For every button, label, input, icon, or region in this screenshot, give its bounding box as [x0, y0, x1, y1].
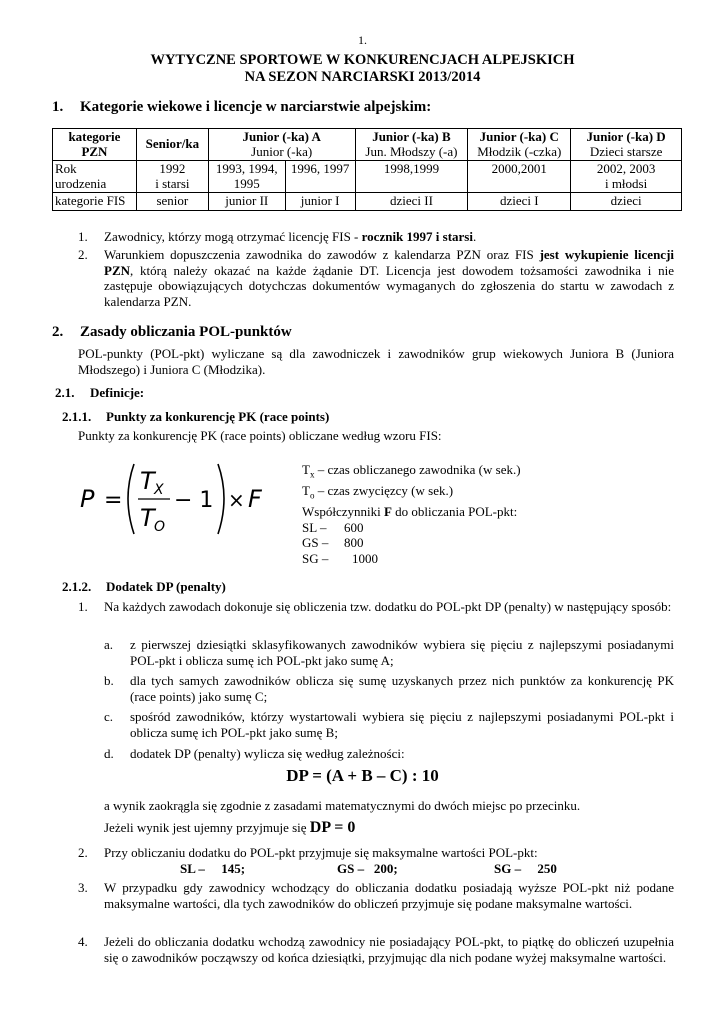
formula-to: T	[140, 504, 155, 532]
header-pzn-category: kategorie PZN	[53, 129, 137, 161]
negative-rule: Jeżeli wynik jest ujemny przyjmuje się DP = 0	[104, 819, 356, 836]
max-values-row	[180, 861, 580, 877]
cell-fis-junior-ii: junior II	[208, 193, 285, 211]
coefficient-sl: SL – 600	[302, 519, 364, 535]
right-paren	[218, 464, 224, 534]
header-junior-b: Junior (-ka) B Jun. Młodszy (-a)	[355, 129, 468, 161]
table-row-fis-category	[53, 193, 682, 211]
section-2-intro: POL-punkty (POL-pkt) wyliczane są dla zawodniczek i zawodników grup wiekowych Juniora B (Juniora Młodszego) i Juniora C (Młodzika).	[78, 346, 674, 377]
formula-f: F	[248, 485, 262, 513]
formula-times: ×	[228, 488, 245, 512]
cell-junior-d-year: 2002, 2003 i młodsi	[571, 161, 682, 193]
formula-to-sub: O	[154, 519, 166, 535]
legend-tx: $T_x$ – czas obliczanego zawodnika (w sek.)	[302, 462, 521, 480]
section-2-heading	[52, 323, 292, 341]
table-row-birth-year	[53, 161, 682, 193]
legend-coefficients: Współczynniki F do obliczania POL-pkt:	[302, 504, 518, 520]
list-item: 1. Na każdych zawodach dokonuje się obliczenia tzw. dodatku do POL-pkt DP (penalty) w następujący sposób:	[78, 599, 672, 614]
header-junior-a: Junior (-ka) A Junior (-ka)	[208, 129, 355, 161]
list-item: 3. W przypadku gdy zawodnicy wchodzący do obliczania dodatku posiadają wyższe POL-pkt niż podane maksymalne wartości, dla tych zawodników do obliczeń przyjmuje się podane maksymalne wartości.	[78, 880, 674, 911]
list-item: d. dodatek DP (penalty) wylicza się według zależności:	[104, 746, 405, 761]
cell-senior-year: 1992 i starsi	[136, 161, 208, 193]
section-1-heading	[52, 98, 431, 116]
legend-to: $T_o$ – czas zwycięzcy (w sek.)	[302, 483, 454, 501]
list-item: 2. Warunkiem dopuszczenia zawodnika do zawodów z kalendarza PZN oraz FIS jest wykupienie licencji PZN, którą należy okazać na każde żądanie DT. Licencja jest dowodem tożsamości zawodnika i nie zastępuje obowiązujących dotychczas dokumentów wymaganych do zgłoszenia do startu w zawodach z kalendarza PZN.	[78, 247, 675, 309]
list-item: a. z pierwszej dziesiątki sklasyfikowanych zawodników wybiera się pięciu z najlepszymi posiadanymi POL-pkt i oblicza sumę ich POL-pkt jako sumę A;	[104, 637, 674, 668]
header-junior-d: Junior (-ka) D Dzieci starsze	[571, 129, 682, 161]
section-2-title: Zasady obliczania POL-punktów	[80, 324, 292, 340]
race-points-text: Punkty za konkurencję PK (race points) obliczane według wzoru FIS:	[78, 428, 442, 443]
section-1-title: Kategorie wiekowe i licencje w narciarstwie alpejskim:	[80, 99, 432, 115]
coefficient-sg: SG – 1000	[302, 550, 378, 566]
formula-tx-sub: X	[154, 482, 164, 498]
header-senior: Senior/ka	[136, 129, 208, 161]
table-header-row	[53, 129, 682, 161]
max-sl: SL – 145;	[180, 861, 246, 876]
title-line-2: NA SEZON NARCIARSKI 2013/2014	[244, 69, 481, 85]
cell-fis-junior-i: junior I	[285, 193, 355, 211]
max-sg: SG – 250	[494, 861, 557, 876]
cell-fis-senior: senior	[136, 193, 208, 211]
formula-equals: =	[104, 488, 123, 513]
formula-minus-one: − 1	[174, 488, 214, 513]
formula-p: P	[80, 485, 95, 513]
max-gs: GS – 200;	[337, 861, 398, 876]
subsection-2-1-2-heading: 2.1.2. Dodatek DP (penalty)	[62, 579, 226, 594]
header-junior-c: Junior (-ka) C Młodzik (-czka)	[468, 129, 571, 161]
cell-birth-year-label: Rok urodzenia	[53, 161, 137, 193]
document-title	[0, 52, 725, 86]
list-item: 1. Zawodnicy, którzy mogą otrzymać licencję FIS - rocznik 1997 i starsi.	[78, 229, 477, 244]
cell-junior-a1-year: 1993, 1994, 1995	[208, 161, 285, 193]
title-line-1: WYTYCZNE SPORTOWE W KONKURENCJACH ALPEJSKICH	[150, 52, 575, 68]
race-points-formula	[78, 458, 278, 540]
formula-legend	[302, 462, 521, 566]
dp-formula: DP = (A + B – C) : 10	[286, 766, 439, 785]
left-paren	[128, 464, 134, 534]
subsection-2-1-heading: 2.1. Definicje:	[55, 385, 145, 400]
coefficient-gs: GS – 800	[302, 535, 364, 551]
subsection-2-1-1-heading: 2.1.1. Punkty za konkurencję PK (race points)	[62, 409, 330, 424]
list-item: b. dla tych samych zawodników oblicza się sumę uzyskanych przez nich punktów za konkurencję PK (race points) jako sumę C;	[104, 673, 674, 704]
cell-junior-b-year: 1998,1999	[355, 161, 468, 193]
section-2-number: 2.	[52, 324, 64, 340]
formula-tx: T	[140, 467, 155, 495]
cell-junior-a2-year: 1996, 1997	[285, 161, 355, 193]
section-1-number: 1.	[52, 99, 64, 115]
page-number: 1.	[358, 33, 367, 47]
cell-junior-c-year: 2000,2001	[468, 161, 571, 193]
cell-fis-dzieci: dzieci	[571, 193, 682, 211]
rounding-text: a wynik zaokrągla się zgodnie z zasadami matematycznymi do dwóch miejsc po przecinku.	[104, 798, 581, 813]
list-item: 4. Jeżeli do obliczania dodatku wchodzą zawodnicy nie posiadający POL-pkt, to piątkę do obliczeń uzupełnia się o zawodników począwszy od końca dziesiątki, przyjmując dla nich podane wyżej maksymalne wartości.	[78, 934, 674, 965]
age-categories-table	[52, 128, 682, 211]
cell-fis-label: kategorie FIS	[53, 193, 137, 211]
cell-fis-dzieci-i: dzieci I	[468, 193, 571, 211]
cell-fis-dzieci-ii: dzieci II	[355, 193, 468, 211]
list-item: c. spośród zawodników, którzy wystartowali wybiera się pięciu z najlepszymi posiadanymi POL-pkt i oblicza sumę ich POL-pkt jako sumę B;	[104, 709, 674, 740]
list-item: 2. Przy obliczaniu dodatku do POL-pkt przyjmuje się maksymalne wartości POL-pkt:	[78, 845, 538, 860]
